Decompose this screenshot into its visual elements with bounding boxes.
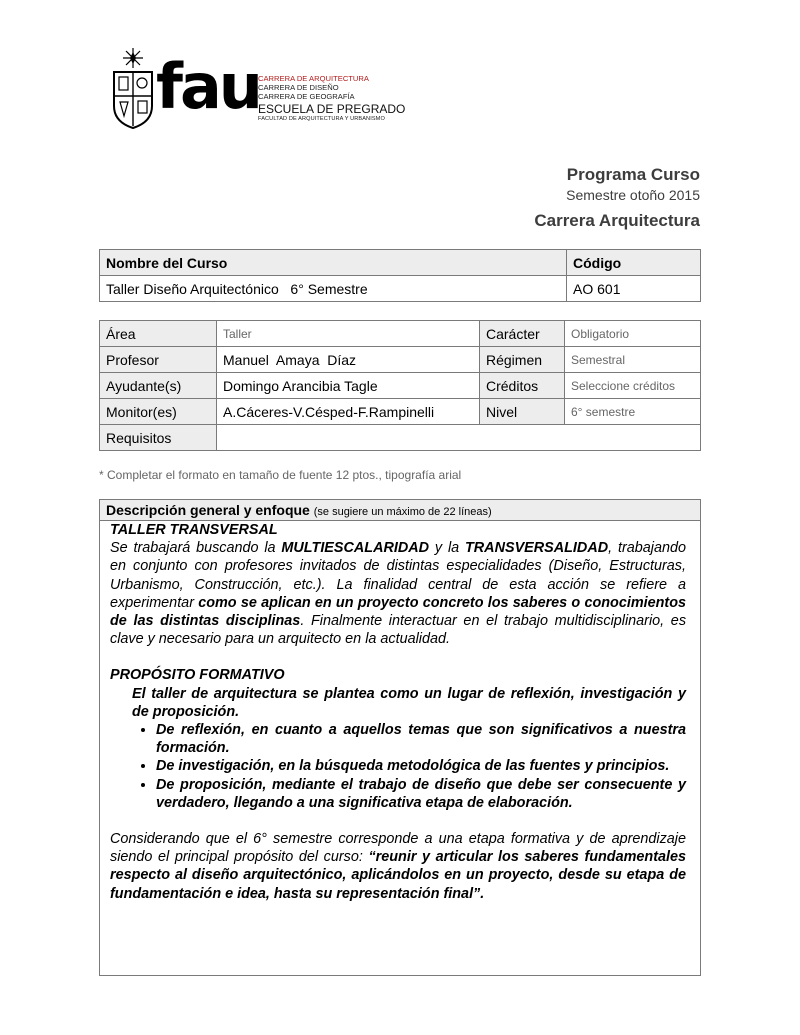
format-note: * Completar el formato en tamaño de fuente 12 ptos., tipografía arial [99,468,462,482]
carrera-line: CARRERA DE ARQUITECTURA [258,74,369,83]
text-run-bold: . [480,885,485,902]
proposito-list [110,721,686,812]
logo-subtitles [258,74,418,123]
description-text [110,521,686,903]
requisitos-label: Requisitos [100,425,217,451]
text-run-bold: “reunir y articular los saberes fundamentales respecto al diseño arquitectónico, aplicándolos en un proyecto, desde su etapa de fundamentación e idea, hasta su representación final” [110,849,686,902]
text-run: Se trabajará buscando la [110,540,282,557]
text-run-bold: MULTIESCALARIDAD [281,540,430,557]
nivel-value[interactable]: 6° semestre [565,399,701,425]
course-table [99,249,701,302]
course-name-value: Taller Diseño Arquitectónico 6° Semestre [100,276,567,302]
course-name-header: Nombre del Curso [100,250,567,276]
list-item: • De investigación, en la búsqueda metodológica de las fuentes y principios. [156,757,686,775]
description-table [99,499,701,976]
text-run-bold: TRANSVERSALIDAD [465,540,609,557]
caracter-value[interactable]: Obligatorio [565,321,701,347]
fau-logo [110,46,410,130]
text-run: y la [429,540,465,557]
semester-label: Semestre otoño 2015 [566,187,700,203]
carrera-line: CARRERA DE GEOGRAFÍA [258,92,355,101]
text-run: , trabajando en conjunto con profesores invitados de distintas especialidades (Diseño, Estructuras, Urbanismo, Construcción, etc.). La finalidad central de esta acción se refiere a experimentar [110,540,686,611]
list-item: • De reflexión, en cuanto a aquellos temas que son significativos a nuestra formación. [156,721,686,757]
list-item: • De proposición, mediante el trabajo de diseño que debe ser consecuente y verdadero, llegando a una significativa etapa de elaboración. [156,776,686,812]
monitor-value: A.Cáceres-V.Césped-F.Rampinelli [217,399,480,425]
text-run-bold: como se aplican en un proyecto concreto los saberes o conocimientos de las distintas disciplinas [110,594,686,630]
spacer [110,812,686,830]
description-header-hint: (se sugiere un máximo de 22 líneas) [313,506,492,518]
description-header-title: Descripción general y enfoque [106,502,310,518]
section-title-proposito: PROPÓSITO FORMATIVO [110,667,285,684]
course-code-header: Código [567,250,701,276]
creditos-label: Créditos [480,373,565,399]
nivel-label: Nivel [480,399,565,425]
spacer [110,648,686,666]
university-crest-icon [110,46,156,130]
course-info-table [99,320,701,451]
profesor-value: Manuel Amaya Díaz [217,347,480,373]
regimen-value[interactable]: Semestral [565,347,701,373]
profesor-label: Profesor [100,347,217,373]
paragraph-considerando [110,830,686,903]
carrera-line: CARRERA DE DISEÑO [258,83,339,92]
fau-wordmark: fau [156,50,260,123]
area-value[interactable]: Taller [217,321,480,347]
creditos-value[interactable]: Seleccione créditos [565,373,701,399]
course-code-value: AO 601 [567,276,701,302]
area-label: Área [100,321,217,347]
text-run: Considerando que el 6° semestre corresponde a una etapa formativa y de aprendizaje siendo el principal propósito del curso: [110,831,686,866]
paragraph-taller [110,539,686,648]
text-run: . Finalmente interactuar en el trabajo multidisciplinario, es clave y necesario para un arquitecto en la actualidad. [110,613,687,648]
career-title: Carrera Arquitectura [534,211,700,230]
description-body [100,521,701,976]
regimen-label: Régimen [480,347,565,373]
facultad-line: FACULTAD DE ARQUITECTURA Y URBANISMO [258,116,385,122]
section-title-taller: TALLER TRANSVERSAL [110,522,278,538]
requisitos-value[interactable] [217,425,701,451]
document-title: Programa Curso [566,165,700,184]
proposito-intro: El taller de arquitectura se plantea como un lugar de reflexión, investigación y de proposición. [132,685,686,720]
escuela-line: ESCUELA DE PREGRADO [258,102,406,116]
description-header [100,500,701,521]
ayudante-value: Domingo Arancibia Tagle [217,373,480,399]
ayudante-label: Ayudante(s) [100,373,217,399]
monitor-label: Monitor(es) [100,399,217,425]
caracter-label: Carácter [480,321,565,347]
